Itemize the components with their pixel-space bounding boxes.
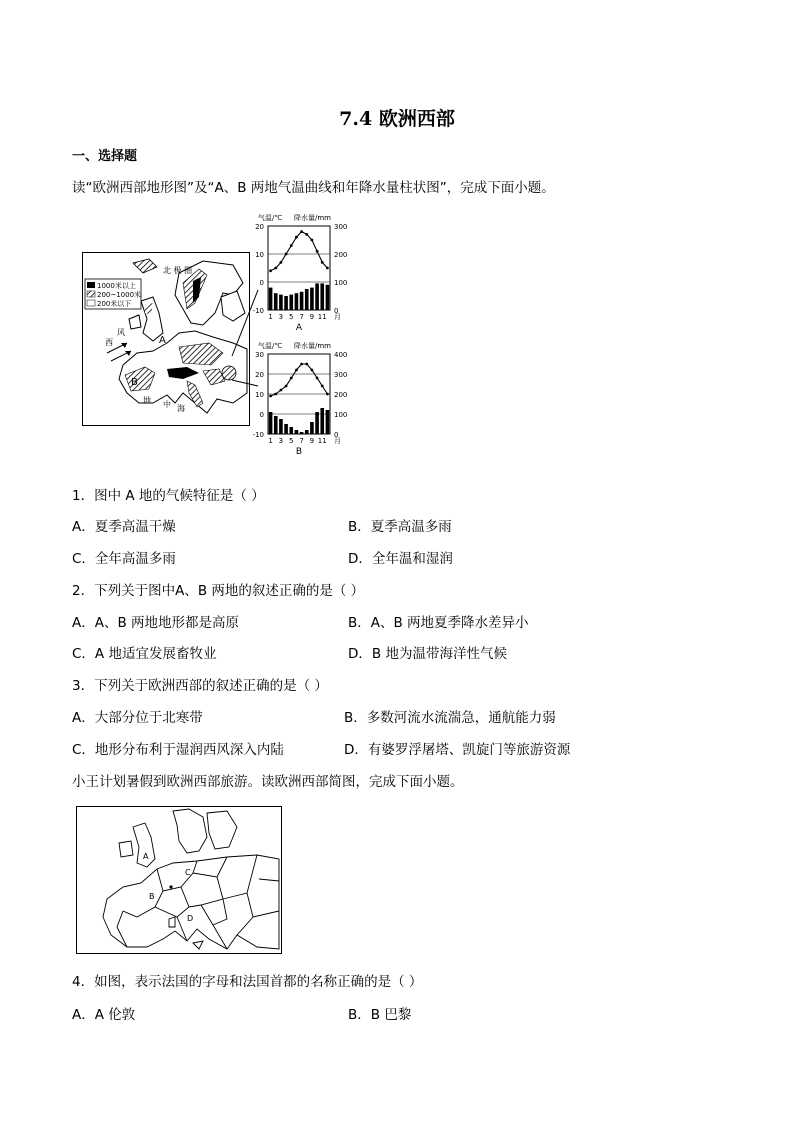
q3-option-a: A．大部分位于北寒带 xyxy=(72,710,203,726)
chart-a-precip-bar xyxy=(284,296,288,310)
chart-a-precip-bar xyxy=(320,283,324,310)
chart-b-precip-bar xyxy=(310,422,314,434)
chart-b-temp-point xyxy=(295,369,298,372)
chart-b-ylabel-left: 气温/℃ xyxy=(258,342,283,350)
chart-b-precip-tick: 300 xyxy=(334,371,348,379)
chart-a-precip-bar xyxy=(274,293,278,310)
wind-label: 风 xyxy=(117,328,125,337)
q1-stem: 1．图中 A 地的气候特征是（ ） xyxy=(72,488,265,504)
chart-b-temp-point xyxy=(305,363,308,366)
chart-b-precip-tick: 100 xyxy=(334,411,348,419)
chart-a-temp-tick: -10 xyxy=(252,307,264,315)
chart-a-temp-line xyxy=(271,232,328,271)
chart-a-temp-point xyxy=(290,244,293,247)
chart-b-precip-bar xyxy=(315,412,319,434)
chart-a-ylabel-left: 气温/℃ xyxy=(258,214,283,222)
terrain-map xyxy=(82,252,250,426)
chart-b-temp-point xyxy=(316,377,319,380)
map2-label-a: A xyxy=(143,852,149,861)
q2-option-c: C．A 地适宜发展畜牧业 xyxy=(72,646,217,662)
chart-a-precip-bar xyxy=(326,285,330,310)
chart-b-temp-point xyxy=(321,385,324,388)
chart-a-temp-tick: 10 xyxy=(255,251,264,259)
q2-option-d: D．B 地为温带海洋性气候 xyxy=(348,646,507,662)
chart-b-temp-point xyxy=(274,393,277,396)
chart-a-temp-tick: 0 xyxy=(259,279,264,287)
q2-option-a: A．A、B 两地地形都是高原 xyxy=(72,615,240,631)
point-a-label: A xyxy=(159,335,166,346)
q2-option-b: B．A、B 两地夏季降水差异小 xyxy=(348,615,529,631)
intro-text-2: 小王计划暑假到欧洲西部旅游。读欧洲西部简图，完成下面小题。 xyxy=(72,774,464,790)
chart-b-caption: B xyxy=(295,447,303,457)
map2-label-b: B xyxy=(149,892,155,901)
chart-b-precip-bar xyxy=(289,427,293,434)
chart-b-temp-tick: 20 xyxy=(255,371,264,379)
chart-b-precip-bar xyxy=(269,412,273,434)
chart-a-temp-point xyxy=(280,261,283,264)
chart-a-precip-tick: 300 xyxy=(334,223,348,231)
legend-low: 200米以下 xyxy=(97,300,132,308)
chart-b-temp-tick: 0 xyxy=(259,411,264,419)
climate-chart-a xyxy=(246,208,362,336)
chart-a-temp-point xyxy=(285,253,288,256)
chart-a-temp-tick: 20 xyxy=(255,223,264,231)
intro-text-1: 读“欧洲西部地形图”及“A、B 两地气温曲线和年降水量柱状图”，完成下面小题。 xyxy=(72,180,555,196)
chart-a-temp-point xyxy=(316,250,319,253)
chart-b-temp-point xyxy=(326,393,329,396)
q4-stem: 4．如图，表示法国的字母和法国首都的名称正确的是（ ） xyxy=(72,974,423,990)
chart-a-temp-point xyxy=(295,236,298,239)
chart-b-month-tick: 11 xyxy=(317,437,327,445)
sea-label-di: 地 xyxy=(143,396,151,405)
chart-b-temp-point xyxy=(311,369,314,372)
chart-a-month-tick: 11 xyxy=(317,313,327,321)
q1-option-c: C．全年高温多雨 xyxy=(72,551,176,567)
chart-b-month-tick: 5 xyxy=(289,437,294,445)
point-b-label: B xyxy=(131,377,138,388)
chart-a-precip-bar xyxy=(279,295,283,310)
west-label: 西 xyxy=(105,338,113,347)
chart-a-month-tick: 9 xyxy=(309,313,315,321)
chart-a-temp-point xyxy=(321,261,324,264)
chart-a-x-unit: 月 xyxy=(334,313,341,321)
legend-mid: 200~1000米 xyxy=(97,291,142,299)
chart-a-precip-tick: 200 xyxy=(334,251,348,259)
chart-b-precip-tick: 400 xyxy=(334,351,348,359)
outline-map-drawing xyxy=(77,807,281,953)
chart-a-precip-bar xyxy=(269,288,273,310)
terrain-map-drawing xyxy=(83,253,249,425)
chart-a-precip-bar xyxy=(305,289,309,310)
q1-option-d: D．全年温和湿润 xyxy=(348,551,453,567)
chart-b-temp-line xyxy=(271,364,328,396)
chart-b-temp-point xyxy=(290,377,293,380)
chart-b-temp-tick: 10 xyxy=(255,391,264,399)
q3-option-b: B．多数河流水流湍急，通航能力弱 xyxy=(344,710,556,726)
chart-a-caption: A xyxy=(295,323,303,333)
chart-b-precip-bar xyxy=(326,410,330,434)
chart-b-temp-point xyxy=(269,395,272,398)
chart-a-ylabel-right: 降水量/mm xyxy=(294,214,331,222)
page-title: 7.4 欧洲西部 xyxy=(339,108,455,130)
chart-a-month-tick: 7 xyxy=(299,313,304,321)
chart-a-temp-point xyxy=(300,230,303,233)
chart-a-precip-bar xyxy=(289,295,293,310)
q1-option-b: B．夏季高温多雨 xyxy=(348,519,452,535)
chart-b-precip-bar xyxy=(295,430,299,434)
map2-label-d: D xyxy=(187,914,194,923)
chart-a-temp-point xyxy=(326,267,329,270)
chart-a-precip-tick: 0 xyxy=(334,307,339,315)
sea-label-zhong: 中 xyxy=(163,400,171,409)
chart-a-temp-point xyxy=(269,269,272,272)
chart-b-precip-bar xyxy=(279,419,283,434)
map2-label-c: C xyxy=(185,868,191,877)
arctic-circle-label: 北 极 圈 xyxy=(163,266,193,275)
chart-b-precip-tick: 200 xyxy=(334,391,348,399)
chart-b-temp-tick: -10 xyxy=(252,431,264,439)
chart-b-month-tick: 3 xyxy=(278,437,284,445)
chart-a-precip-tick: 100 xyxy=(334,279,348,287)
chart-b-temp-point xyxy=(300,363,303,366)
q1-option-a: A．夏季高温干燥 xyxy=(72,519,176,535)
chart-a-precip-bar xyxy=(310,288,314,310)
chart-a-temp-point xyxy=(305,233,308,236)
chart-a-month-tick: 5 xyxy=(289,313,294,321)
q3-option-d: D．有婆罗浮屠塔、凯旋门等旅游资源 xyxy=(344,742,571,758)
q3-option-c: C．地形分布利于湿润西风深入内陆 xyxy=(72,742,284,758)
chart-b-month-tick: 9 xyxy=(309,437,315,445)
chart-b-month-tick: 1 xyxy=(268,437,273,445)
chart-b-precip-bar xyxy=(305,430,309,434)
chart-b-precip-tick: 0 xyxy=(334,431,339,439)
climate-chart-b xyxy=(246,338,362,462)
q4-option-a: A．A 伦敦 xyxy=(72,1007,136,1023)
q2-stem: 2．下列关于图中A、B 两地的叙述正确的是（ ） xyxy=(72,583,365,599)
chart-b-precip-bar xyxy=(284,424,288,434)
chart-b-month-tick: 7 xyxy=(299,437,304,445)
chart-b-precip-bar xyxy=(320,408,324,434)
chart-a-precip-bar xyxy=(315,283,319,310)
chart-b-temp-tick: 30 xyxy=(255,351,264,359)
sea-label-hai: 海 xyxy=(177,404,185,413)
chart-a-temp-point xyxy=(274,267,277,270)
chart-b-ylabel-right: 降水量/mm xyxy=(294,342,331,350)
q3-stem: 3．下列关于欧洲西部的叙述正确的是（ ） xyxy=(72,678,328,694)
chart-a-month-tick: 1 xyxy=(268,313,273,321)
chart-b-temp-point xyxy=(285,385,288,388)
chart-a-precip-bar xyxy=(295,293,299,310)
chart-b-x-unit: 月 xyxy=(334,437,341,445)
chart-b-temp-point xyxy=(280,389,283,392)
chart-b-precip-bar xyxy=(274,416,278,434)
section-heading: 一、选择题 xyxy=(72,149,138,164)
q4-option-b: B．B 巴黎 xyxy=(348,1007,412,1023)
chart-a-precip-bar xyxy=(300,292,304,310)
chart-a-month-tick: 3 xyxy=(278,313,284,321)
legend-high: 1000米以上 xyxy=(97,282,136,290)
chart-b-precip-bar xyxy=(300,432,304,434)
chart-a-temp-point xyxy=(311,239,314,242)
outline-map xyxy=(76,806,282,954)
